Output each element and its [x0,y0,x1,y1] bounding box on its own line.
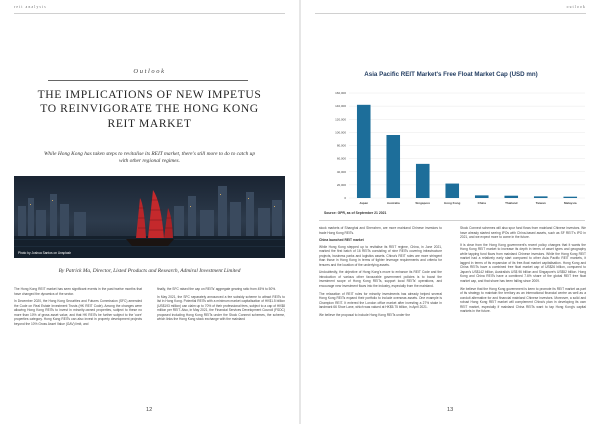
bar-taiwan [534,196,548,198]
free-float-market-cap-chart [301,66,600,226]
x-tick-label: Japan [359,201,369,205]
y-tick-label: 80,000 [336,143,346,148]
y-axis-ticks [335,91,346,200]
bar-hong-kong [445,184,459,198]
x-tick-label: Hong Kong [444,201,461,205]
chart-bars [357,105,577,198]
running-head-rule [14,13,285,14]
x-axis-ticks [359,201,576,205]
chart-gridlines [349,93,585,198]
y-tick-label: 0 [344,196,346,200]
page-number: 12 [146,407,153,413]
paragraph: The Hong Kong REIT market has seen significant events in the past twelve months that have changed the dynamics of the sector. [14,287,142,296]
y-tick-label: 160,000 [335,91,346,95]
running-head-right: outlook [566,5,586,9]
y-tick-label: 100,000 [335,130,346,135]
bar-china [475,195,489,198]
paragraph: finally, the SFC raised the cap on REITs' aggregate gearing ratio from 45% to 50%. [157,287,277,291]
left-column-1 [14,287,142,329]
paragraph: We believe the proposal to include Hong Kong REITs under the [319,312,410,317]
x-tick-label: Singapore [415,201,431,205]
bar-malaysia [563,197,577,198]
left-column-2 [157,287,285,325]
section-rule [48,80,248,81]
harbour-photo [14,176,285,258]
y-tick-label: 20,000 [336,182,346,187]
article-standfirst: While Hong Kong has taken steps to revitalise its REIT market, there's still more to do to catch up with other regional regimes. [43,151,256,165]
paragraph: In May 2021, the SFC separately announced a fee subsidy scheme to attract REITs to list in Hong Kong. Potential REITs with a minimum market capitalisation of HK$1.5 billion (US$193 million) can claim up to 70% of their professional fees, subject to a cap of HK$8 million per REIT. Also, in May 2021, the Financial Services Development Council (FSDC) proposed including Hong Kong REITs under the Stock Connect schemes, the scheme, which links the Hong Kong stock exchange with the mainland [157,294,285,322]
bar-thailand [504,196,518,198]
chart-source-rule [319,220,585,221]
article-byline: By Patrick Ma, Director, Listed Products and Research, Admiral Investment Limited [58,268,241,274]
y-tick-label: 40,000 [336,169,346,174]
chart-source: Source: GPR, as of September 21 2021 [324,211,387,215]
bar-singapore [416,164,430,198]
x-tick-label: Australia [386,201,400,205]
paragraph: The relaxation of REIT rules for minority investments has already helped several Hong Kong REITs expand their portfolio to include overseas assets. One example is Champion REIT. It entered the London office market after investing a 27% stake in landmark 66 Shoe Lane, which was valued at HK$5.75 billion, in April 2021. [319,291,442,310]
y-tick-label: 60,000 [336,156,346,161]
x-tick-label: Taiwan [535,201,546,205]
right-page [301,0,600,424]
paragraph: We believe that the Hong Kong government is keen to promote its REIT market as part of its strategy to maintain the territory as an international financial centre as well as a conduit alternative for and financial mainland Chinese investors. Moreover, a solid and robust Hong Kong REIT market will complement China's plan in developing its own REIT market, especially if mainland China REITs want to tap Hong Kong's capital markets in the future. [460,286,586,314]
right-column-2 [460,226,586,317]
paragraph: Stock Connect schemes will also spur fund flows from mainland Chinese investors. We have already started seeing IPOs with China-based assets, such as SF REIT's IPO in 2021, and we expect more to come in the future. [460,226,586,240]
paragraph: While Hong Kong stepped up to revitalise its REIT regime, China, in June 2021, marked the first batch of 16 REITs consisting of nine REITs covering infrastructure projects, business parks and logistics assets. China's REIT rules are more stringent than those in Hong Kong in terms of tighter leverage requirements and criteria for tenures and the location of the underlying assets. [319,244,442,267]
bar-japan [357,105,371,198]
photo-credit: Photo by Joshua Santos on Unsplash [18,251,72,255]
paragraph: In December 2020, the Hong Kong Securities and Futures Commission (SFC) amended the Code on Real Estate Investment Trusts (HK REIT Code). Among the changes were allowing Hong Kong REITs to invest in minority-owned properties, subject to these no more than 10% of gross asset value, and that HK REITs be further subject to the 'core' properties category. Hong Kong REITs can also invest in property development projects beyond the 10% Gross Asset Value (GAV) limit, and [14,299,142,326]
right-column-1 [319,226,442,320]
y-tick-label: 120,000 [335,117,346,122]
subheading: China launched REIT market [319,238,364,243]
left-page [0,0,299,424]
paragraph: Undoubtedly, the objective of Hong Kong's move to enhance its REIT Code and the introduction of various other favourable government policies is to boost the investment scope of Hong Kong REITs, support local REITs' operations, and encourage new investment flows into the industry, especially from the mainland. [319,270,442,289]
x-tick-label: Thailand [505,201,518,205]
running-head-left: reit analysis [14,5,47,9]
paragraph: stock markets of Shanghai and Shenzhen, are more mainland Chinese investors to trade Hong Kong REITs. [319,226,442,235]
chart-title: Asia Pacific REIT Market's Free Float Market Cap (USD mn) [364,71,538,78]
page-number: 13 [447,407,454,413]
running-head-rule [315,13,586,14]
article-headline: THE IMPLICATIONS OF NEW IMPETUS TO REINVIGORATE THE HONG KONG REIT MARKET [37,88,262,130]
y-tick-label: 140,000 [335,104,346,109]
x-tick-label: Malaysia [563,201,577,205]
section-label: Outlook [133,68,166,75]
x-tick-label: China [477,201,486,205]
bar-australia [386,135,400,198]
junk-boat-image [14,176,285,258]
paragraph: It is clear from the Hong Kong government's recent policy changes that it wants the Hong Kong REIT market to increase its depth in terms of asset types and geography while tapping fund flows from mainland Chinese investors. While the Hong Kong REIT market had a relatively early start compared to other Asia Pacific REIT markets, it lagged in terms of its expansion of its free-float market capitalisation. Hong Kong and China REITs have a combined free float market cap of US$26 billion, compared to Japan's US$142 billion, Australia's US$ 96 billion and Singapore's US$52 billion. Hong Kong and China REITs have a combined 7.6% share of the global REIT free float market cap, and that share has been falling since 2009. [460,242,586,284]
